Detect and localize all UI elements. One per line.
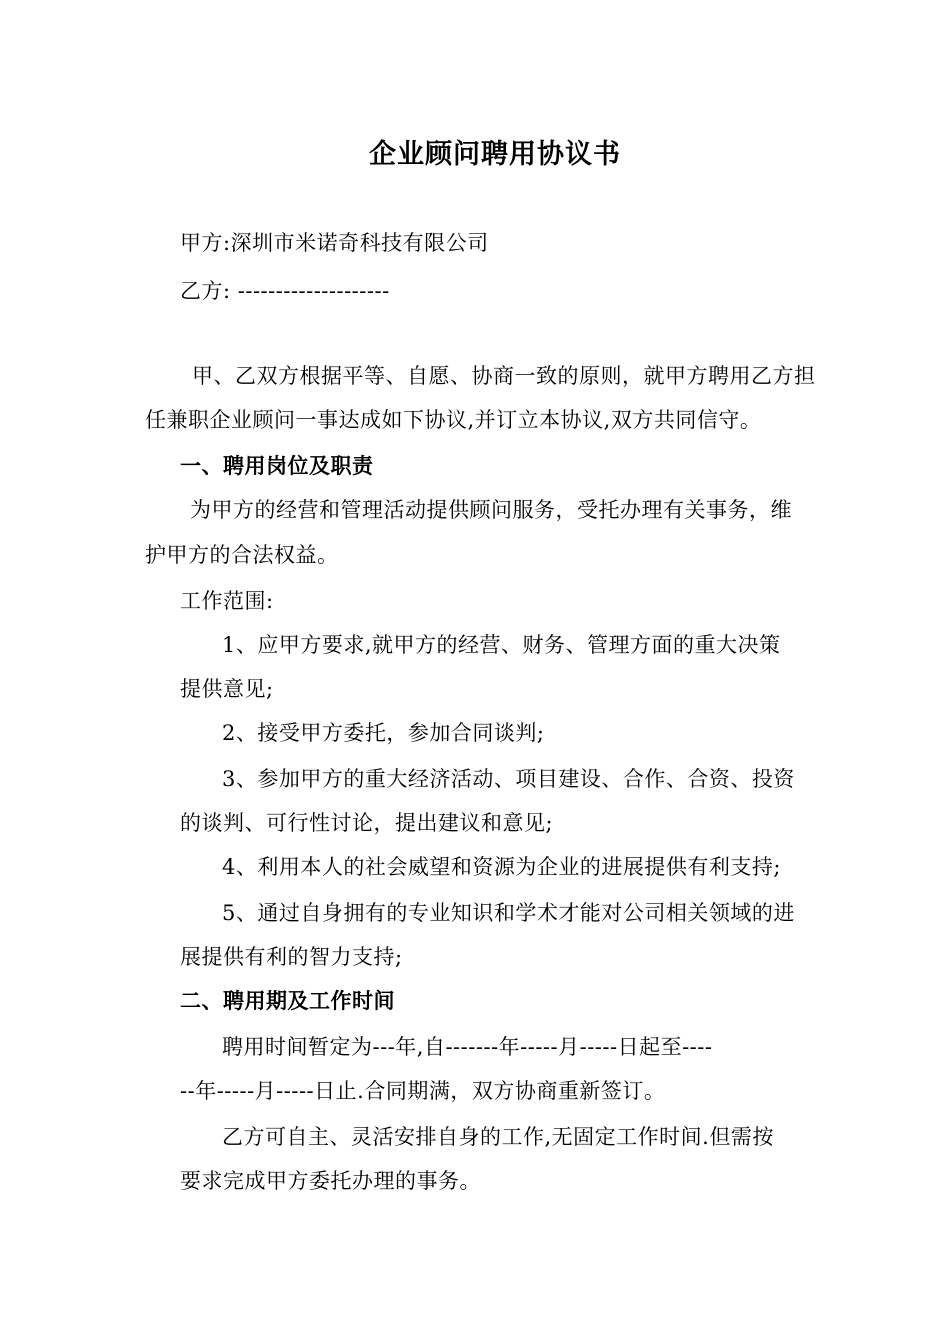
scope-item-3-line-2: 的谈判、可行性讨论，提出建议和意见; bbox=[180, 811, 554, 835]
worktime-line-2: 要求完成甲方委托办理的事务。 bbox=[180, 1169, 481, 1193]
section1-desc-line-2: 护甲方的合法权益。 bbox=[145, 543, 339, 567]
party-b-line: 乙方: -------------------- bbox=[180, 279, 390, 303]
term-line-2: --年-----月-----日止.合同期满，双方协商重新签订。 bbox=[180, 1079, 666, 1103]
section1-desc-line-1: 为甲方的经营和管理活动提供顾问服务，受托办理有关事务，维 bbox=[190, 498, 792, 522]
party-a-line: 甲方:深圳市米诺奇科技有限公司 bbox=[180, 231, 489, 255]
scope-label: 工作范围: bbox=[180, 589, 274, 613]
section2-heading: 二、聘用期及工作时间 bbox=[180, 989, 395, 1013]
scope-item-1-line-1: 1、应甲方要求,就甲方的经营、财务、管理方面的重大决策 bbox=[222, 633, 781, 657]
section1-heading: 一、聘用岗位及职责 bbox=[180, 454, 374, 478]
intro-line-1: 甲、乙双方根据平等、自愿、协商一致的原则，就甲方聘用乙方担 bbox=[192, 364, 816, 388]
intro-line-2: 任兼职企业顾问一事达成如下协议,并订立本协议,双方共同信守。 bbox=[145, 408, 762, 432]
scope-item-2: 2、接受甲方委托，参加合同谈判; bbox=[222, 721, 545, 745]
scope-item-5-line-1: 5、通过自身拥有的专业知识和学术才能对公司相关领域的进 bbox=[222, 901, 795, 925]
document-title: 企业顾问聘用协议书 bbox=[369, 139, 621, 170]
scope-item-5-line-2: 展提供有利的智力支持; bbox=[180, 945, 403, 969]
scope-item-3-line-1: 3、参加甲方的重大经济活动、项目建设、合作、合资、投资 bbox=[222, 767, 795, 791]
scope-item-4: 4、利用本人的社会威望和资源为企业的进展提供有利支持; bbox=[222, 855, 781, 879]
term-line-1: 聘用时间暂定为---年,自-------年-----月-----日起至---- bbox=[222, 1035, 713, 1059]
scope-item-1-line-2: 提供意见; bbox=[180, 677, 274, 701]
worktime-line-1: 乙方可自主、灵活安排自身的工作,无固定工作时间.但需按 bbox=[222, 1125, 774, 1149]
